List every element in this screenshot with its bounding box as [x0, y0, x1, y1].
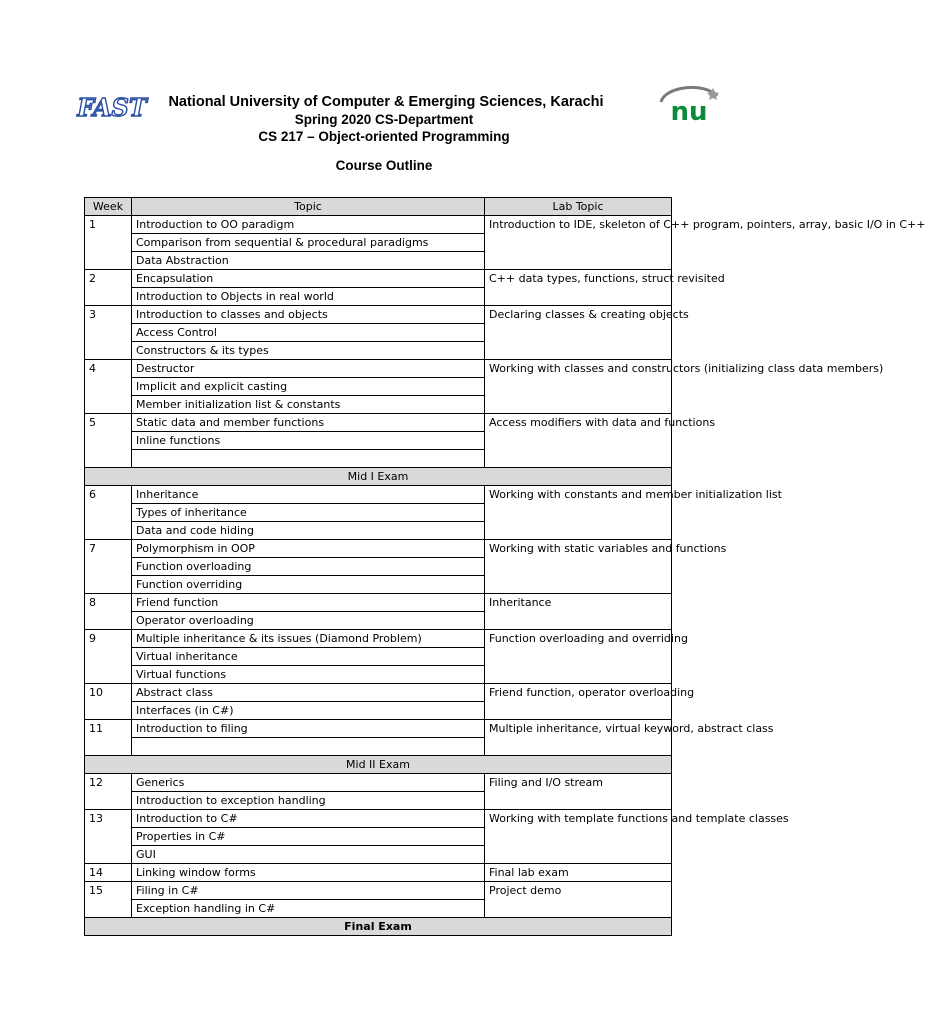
exam-row-final [85, 918, 672, 936]
lab-topic-cell: Final lab exam [485, 864, 672, 882]
lab-topic-cell: Project demo [485, 882, 672, 918]
topic-cell: Multiple inheritance & its issues (Diamond Problem) [132, 630, 485, 648]
lab-topic-cell: Friend function, operator overloading [485, 684, 672, 720]
lab-topic-cell: Working with template functions and template classes [485, 810, 672, 864]
topic-cell: Abstract class [132, 684, 485, 702]
topic-cell: Operator overloading [132, 612, 485, 630]
exam-label: Final Exam [85, 918, 672, 936]
nu-logo-text: nu [670, 97, 708, 127]
table-header-row [85, 198, 672, 216]
topic-cell: Destructor [132, 360, 485, 378]
week-number: 12 [85, 774, 132, 810]
week-number: 2 [85, 270, 132, 306]
week-number: 4 [85, 360, 132, 414]
lab-topic-cell: Working with static variables and functions [485, 540, 672, 594]
table-row [85, 594, 672, 612]
document-subtitle: Course Outline [335, 158, 433, 173]
table-row [85, 810, 672, 828]
topic-cell: Virtual inheritance [132, 648, 485, 666]
topic-cell: Access Control [132, 324, 485, 342]
topic-cell: Data Abstraction [132, 252, 485, 270]
topic-cell: Interfaces (in C#) [132, 702, 485, 720]
week-number: 10 [85, 684, 132, 720]
topic-cell: Properties in C# [132, 828, 485, 846]
header-week: Week [85, 198, 132, 216]
week-number: 13 [85, 810, 132, 864]
table-row [85, 864, 672, 882]
topic-cell: Introduction to OO paradigm [132, 216, 485, 234]
lab-topic-cell: C++ data types, functions, struct revisited [485, 270, 672, 306]
lab-topic-cell: Working with classes and constructors (initializing class data members) [485, 360, 672, 414]
lab-topic-cell: Filing and I/O stream [485, 774, 672, 810]
table-row [85, 414, 672, 432]
topic-cell: Inline functions [132, 432, 485, 450]
topic-cell: Types of inheritance [132, 504, 485, 522]
topic-cell: Member initialization list & constants [132, 396, 485, 414]
exam-row-mid2 [85, 756, 672, 774]
topic-cell: Exception handling in C# [132, 900, 485, 918]
topic-cell: Virtual functions [132, 666, 485, 684]
table-row [85, 630, 672, 648]
lab-topic-cell: Inheritance [485, 594, 672, 630]
week-number: 6 [85, 486, 132, 540]
week-number: 8 [85, 594, 132, 630]
week-number: 15 [85, 882, 132, 918]
university-name: National University of Computer & Emerging Sciences, Karachi [168, 94, 604, 110]
exam-row-mid1 [85, 468, 672, 486]
topic-cell: Comparison from sequential & procedural paradigms [132, 234, 485, 252]
topic-cell: Inheritance [132, 486, 485, 504]
topic-cell: Friend function [132, 594, 485, 612]
document-header [0, 93, 768, 145]
topic-cell: Constructors & its types [132, 342, 485, 360]
header-lab-topic: Lab Topic [485, 198, 672, 216]
topic-cell: Implicit and explicit casting [132, 378, 485, 396]
topic-cell [132, 450, 485, 468]
week-number: 5 [85, 414, 132, 468]
topic-cell: Introduction to C# [132, 810, 485, 828]
table-row [85, 270, 672, 288]
lab-topic-cell: Declaring classes & creating objects [485, 306, 672, 360]
topic-cell [132, 738, 485, 756]
topic-cell: Introduction to filing [132, 720, 485, 738]
week-number: 1 [85, 216, 132, 270]
table-row [85, 882, 672, 900]
topic-cell: Polymorphism in OOP [132, 540, 485, 558]
table-row [85, 720, 672, 738]
table-row [85, 216, 672, 234]
table-row [85, 684, 672, 702]
week-number: 11 [85, 720, 132, 756]
lab-topic-cell: Introduction to IDE, skeleton of C++ program, pointers, array, basic I/O in C++ [485, 216, 672, 270]
topic-cell: Function overloading [132, 558, 485, 576]
week-number: 14 [85, 864, 132, 882]
topic-cell: Generics [132, 774, 485, 792]
topic-cell: Encapsulation [132, 270, 485, 288]
topic-cell: Introduction to Objects in real world [132, 288, 485, 306]
header-topic: Topic [132, 198, 485, 216]
topic-cell: Static data and member functions [132, 414, 485, 432]
week-number: 9 [85, 630, 132, 684]
week-number: 3 [85, 306, 132, 360]
week-number: 7 [85, 540, 132, 594]
lab-topic-cell: Multiple inheritance, virtual keyword, abstract class [485, 720, 672, 756]
table-row [85, 486, 672, 504]
topic-cell: Introduction to exception handling [132, 792, 485, 810]
lab-topic-cell: Function overloading and overriding [485, 630, 672, 684]
course-title: CS 217 – Object-oriented Programming [258, 129, 510, 144]
exam-label: Mid I Exam [85, 468, 672, 486]
course-outline-table [84, 197, 925, 936]
topic-cell: Filing in C# [132, 882, 485, 900]
term-department: Spring 2020 CS-Department [294, 112, 474, 127]
table-row [85, 306, 672, 324]
exam-label: Mid II Exam [85, 756, 672, 774]
table-row [85, 540, 672, 558]
topic-cell: GUI [132, 846, 485, 864]
table-row [85, 360, 672, 378]
topic-cell: Introduction to classes and objects [132, 306, 485, 324]
topic-cell: Linking window forms [132, 864, 485, 882]
lab-topic-cell: Working with constants and member initialization list [485, 486, 672, 540]
table-body [85, 216, 925, 936]
table-row [85, 774, 672, 792]
fast-logo-text: FAST [77, 93, 147, 122]
topic-cell: Function overriding [132, 576, 485, 594]
topic-cell: Data and code hiding [132, 522, 485, 540]
lab-topic-cell: Access modifiers with data and functions [485, 414, 672, 468]
